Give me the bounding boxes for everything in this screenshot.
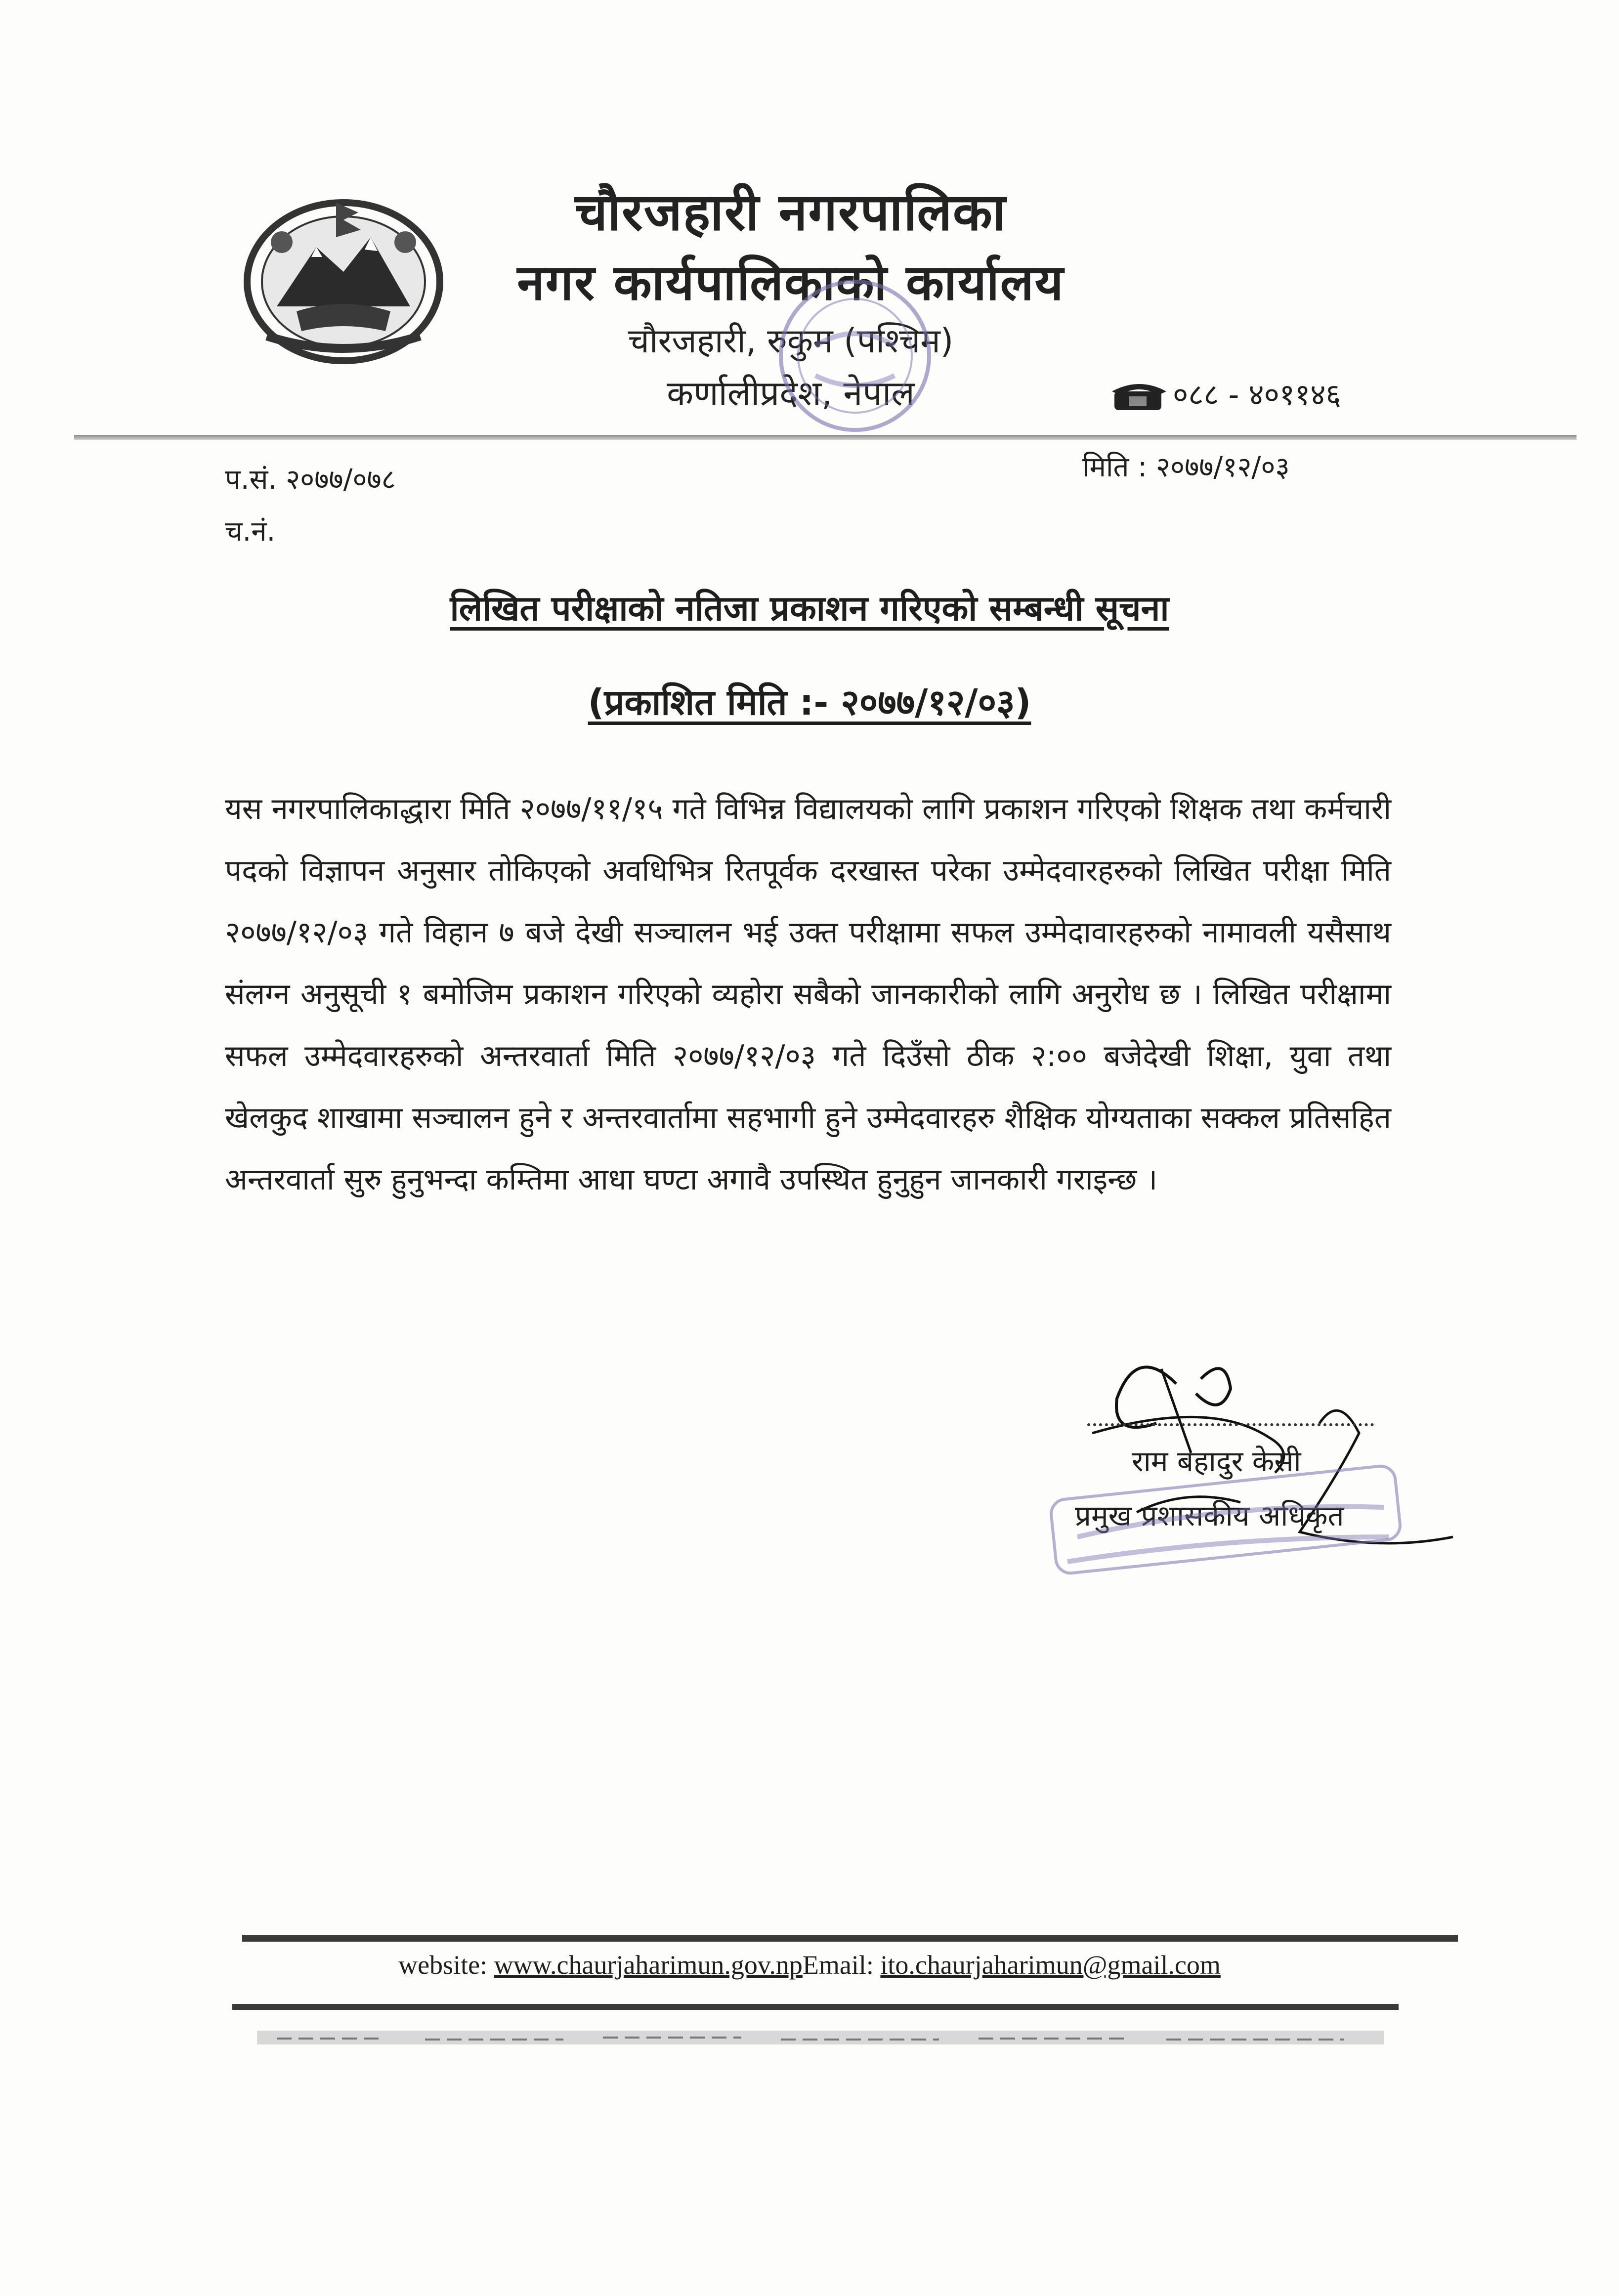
officer-seal-stamp — [1048, 1463, 1404, 1576]
signatory-designation: प्रमुख प्रशासकीय अधिकृत — [1075, 1499, 1344, 1532]
email-link[interactable]: ito.chaurjaharimun@gmail.com — [880, 1950, 1221, 1980]
footer-divider-bottom — [232, 2004, 1399, 2010]
municipality-name: चौरजहारी नगरपालिका — [575, 182, 1007, 242]
signatory-name: राम बहादुर केसी — [1132, 1445, 1301, 1478]
notice-body: यस नगरपालिकाद्धारा मिति २०७७/११/१५ गते विभिन्न विद्यालयको लागि प्रकाशन गरिएको शिक्षक तथा कर्मचारी पदको विज्ञापन अनुसार तोकिएको अवधिभित्र रितपूर्वक दरखास्त परेका उम्मेदवारहरुको लिखित परीक्षा मिति २०७७/१२/०३ गते विहान ७ बजे देखी सञ्चालन भई उक्त परीक्षामा सफल उम्मेदावारहरुको नामावली यसैसाथ संलग्न अनुसूची १ बमोजिम प्रकाशन गरिएको व्यहोरा सबैको जानकारीको लागि अनुरोध छ । लिखित परीक्षामा सफल उम्मेदवारहरुको अन्तरवार्ता मिति २०७७/१२/०३ गते दिउँसो ठीक २:०० बजेदेखी शिक्षा, युवा तथा खेलकुद शाखामा सञ्चालन हुने र अन्तरवार्तामा सहभागी हुने उम्मेदवारहरु शैक्षिक योग्यताका सक्कल प्रतिसहित अन्तरवार्ता सुरु हुनुभन्दा कम्तिमा आधा घण्टा अगावै उपस्थित हुनुहुन जानकारी गराइन्छ । — [225, 792, 1391, 1197]
address-line-2: कर्णालीप्रदेश, नेपाल — [667, 373, 915, 414]
phone-text: ०८८ - ४०११४६ — [1173, 378, 1341, 412]
notice-title: लिखित परीक्षाको नतिजा प्रकाशन गरिएको सम्बन्धी सूचना — [450, 588, 1169, 629]
footer-contact — [0, 1950, 1619, 1980]
telephone-icon — [1109, 379, 1169, 414]
letter-date: मिति : २०७७/१२/०३ — [1082, 451, 1290, 483]
email-label: Email: — [802, 1950, 874, 1980]
address-line-1: चौरजहारी, रुकुम (पश्चिम) — [628, 322, 954, 361]
phone-number — [1109, 373, 1341, 414]
signature-line — [1087, 1423, 1374, 1426]
office-name: नगर कार्यपालिकाको कार्यालय — [517, 254, 1065, 311]
published-date: (प्रकाशित मिति :- २०७७/१२/०३) — [588, 681, 1031, 723]
header-divider — [74, 435, 1576, 440]
dispatch-number: च.नं. — [225, 515, 276, 548]
scan-noise-strip — [257, 2029, 1384, 2046]
office-seal-stamp — [756, 267, 954, 445]
website-label: website: — [398, 1950, 488, 1980]
footer-divider-top — [242, 1935, 1458, 1942]
website-link[interactable]: www.chaurjaharimun.gov.np — [494, 1950, 803, 1980]
letter-number: प.सं. २०७७/०७८ — [225, 464, 396, 496]
